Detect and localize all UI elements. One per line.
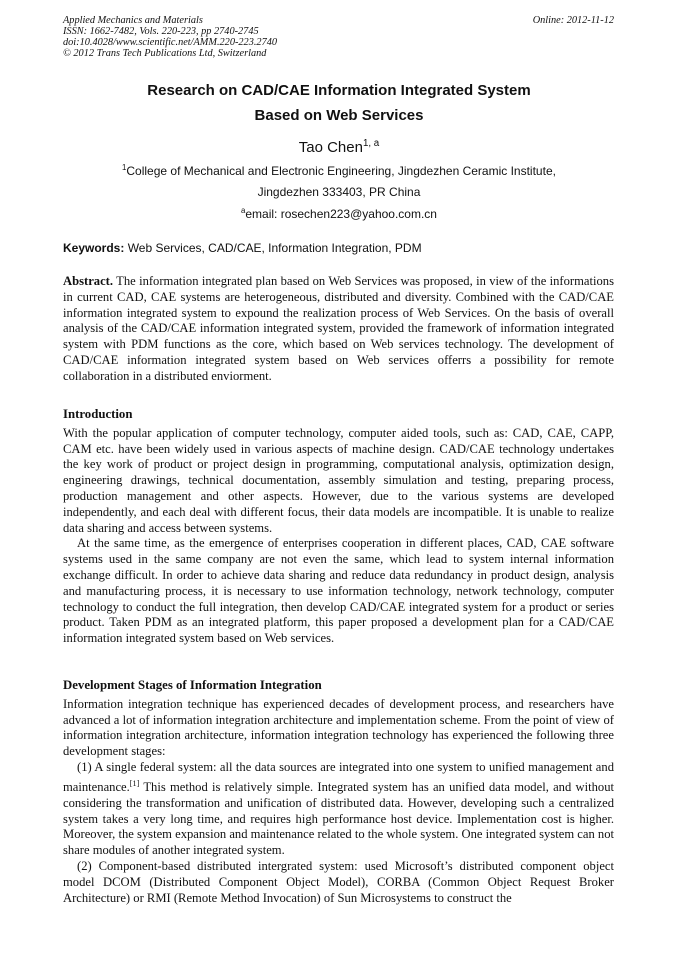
introduction-section <box>63 407 614 647</box>
citation: [1] <box>129 778 140 788</box>
doi: doi:10.4028/www.scientific.net/AMM.220-223.2740 <box>63 37 278 48</box>
abstract-label: Abstract. <box>63 274 114 288</box>
text: (1) A single federal system: all the data sources are integrated into one system to unified management and maintenance. <box>63 759 614 794</box>
journal-name: Applied Mechanics and Materials <box>63 15 203 26</box>
affil-line-2: Jingdezhen 333403, PR China <box>257 185 421 199</box>
email-text: email: rosechen223@yahoo.com.cn <box>245 207 437 221</box>
section-heading: Development Stages of Information Integration <box>63 678 322 692</box>
email-sup: a <box>241 206 246 215</box>
email <box>0 206 678 221</box>
keywords-label: Keywords: <box>63 241 125 255</box>
abstract-text: The information integrated plan based on Web Services was proposed, in view of the informations in current CAD, CAE systems are heterogeneous, distributed and diversity. Combined with the CAD/CAE information integrated system to expound the realization process of Web Services. On the basis of overall analysis of the CAD/CAE information integrated system, provided the framework of information integrated system with PDM functions as the core, which based on Web services technology. The development of CAD/CAE information integrated system based on Web services offerrs a possibility for remote collaboration in a distributed enviorment. <box>63 274 614 383</box>
paragraph <box>63 760 614 859</box>
affil-sup: 1 <box>122 163 127 172</box>
section-heading: Introduction <box>63 407 133 421</box>
affil-line-1: College of Mechanical and Electronic Engineering, Jingdezhen Ceramic Institute, <box>126 164 556 178</box>
journal-header <box>63 15 277 59</box>
author-sup: 1, a <box>362 138 380 149</box>
keywords-text: Web Services, CAD/CAE, Information Integration, PDM <box>124 241 422 255</box>
copyright: © 2012 Trans Tech Publications Ltd, Switzerland <box>63 48 267 59</box>
paragraph: (2) Component-based distributed intergrated system: used Microsoft’s distributed component object model DCOM (Distributed Component Object Model), CORBA (Common Object Request Broker Architecture) or RMI (Remote Method Invocation) of Sun Microsystems to construct the <box>63 858 614 905</box>
text: This method is relatively simple. Integrated system has an unified data model, and without considering the transformation and unification of distributed data. However, developing such a centralized system takes a very long time, and requires high performance host device. Implementation cost is higher. Moreover, the system expansion and maintenance related to the whole system. One integrated system can not share modules of another integrated system. <box>63 779 615 858</box>
issn: ISSN: 1662-7482, Vols. 220-223, pp 2740-2745 <box>63 26 259 37</box>
paragraph: Information integration technique has experienced decades of development process, and researchers have advanced a lot of information integration architecture and implementation scheme. From the point of view of information integration architecture, information integration technology has experienced the following three development stages: <box>63 696 614 759</box>
online-date: Online: 2012-11-12 <box>532 15 614 26</box>
keywords <box>63 241 422 255</box>
abstract <box>63 274 614 385</box>
author <box>0 138 678 156</box>
title-line-2: Based on Web Services <box>254 107 424 124</box>
title-line-1: Research on CAD/CAE Information Integrated System <box>147 82 531 99</box>
paragraph: With the popular application of computer technology, computer aided tools, such as: CAD, CAE, CAPP, CAM etc. have been widely used in various aspects of machine design. CAD/CAE technology undertakes the key work of product or project design in programming, computational analysis, optimization design, engineering drawings, technical documentation, assembly simulation and testing, preparing process, production management and other aspects. However, due to the various systems are developed independently, and each deal with different focus, their data models are incompatible. It is unable to realize data sharing and access between systems. <box>63 425 614 535</box>
paragraph: At the same time, as the emergence of enterprises cooperation in different places, CAD, CAE software systems used in the same company are not even the same, which lead to system internal information exchange difficult. In order to achieve data sharing and reduce data redundancy in product design, analysis and manufacturing process, it is necessary to use information technology, network technology, computer technology to conduct the full integration, then develop CAD/CAE integrated system for a product or series product. Taken PDM as an integrated platform, this paper proposed a development plan for a CAD/CAE information integrated system based on Web services. <box>63 536 614 646</box>
affiliation <box>0 163 678 178</box>
author-name: Tao Chen <box>298 139 363 156</box>
development-section <box>63 678 614 906</box>
